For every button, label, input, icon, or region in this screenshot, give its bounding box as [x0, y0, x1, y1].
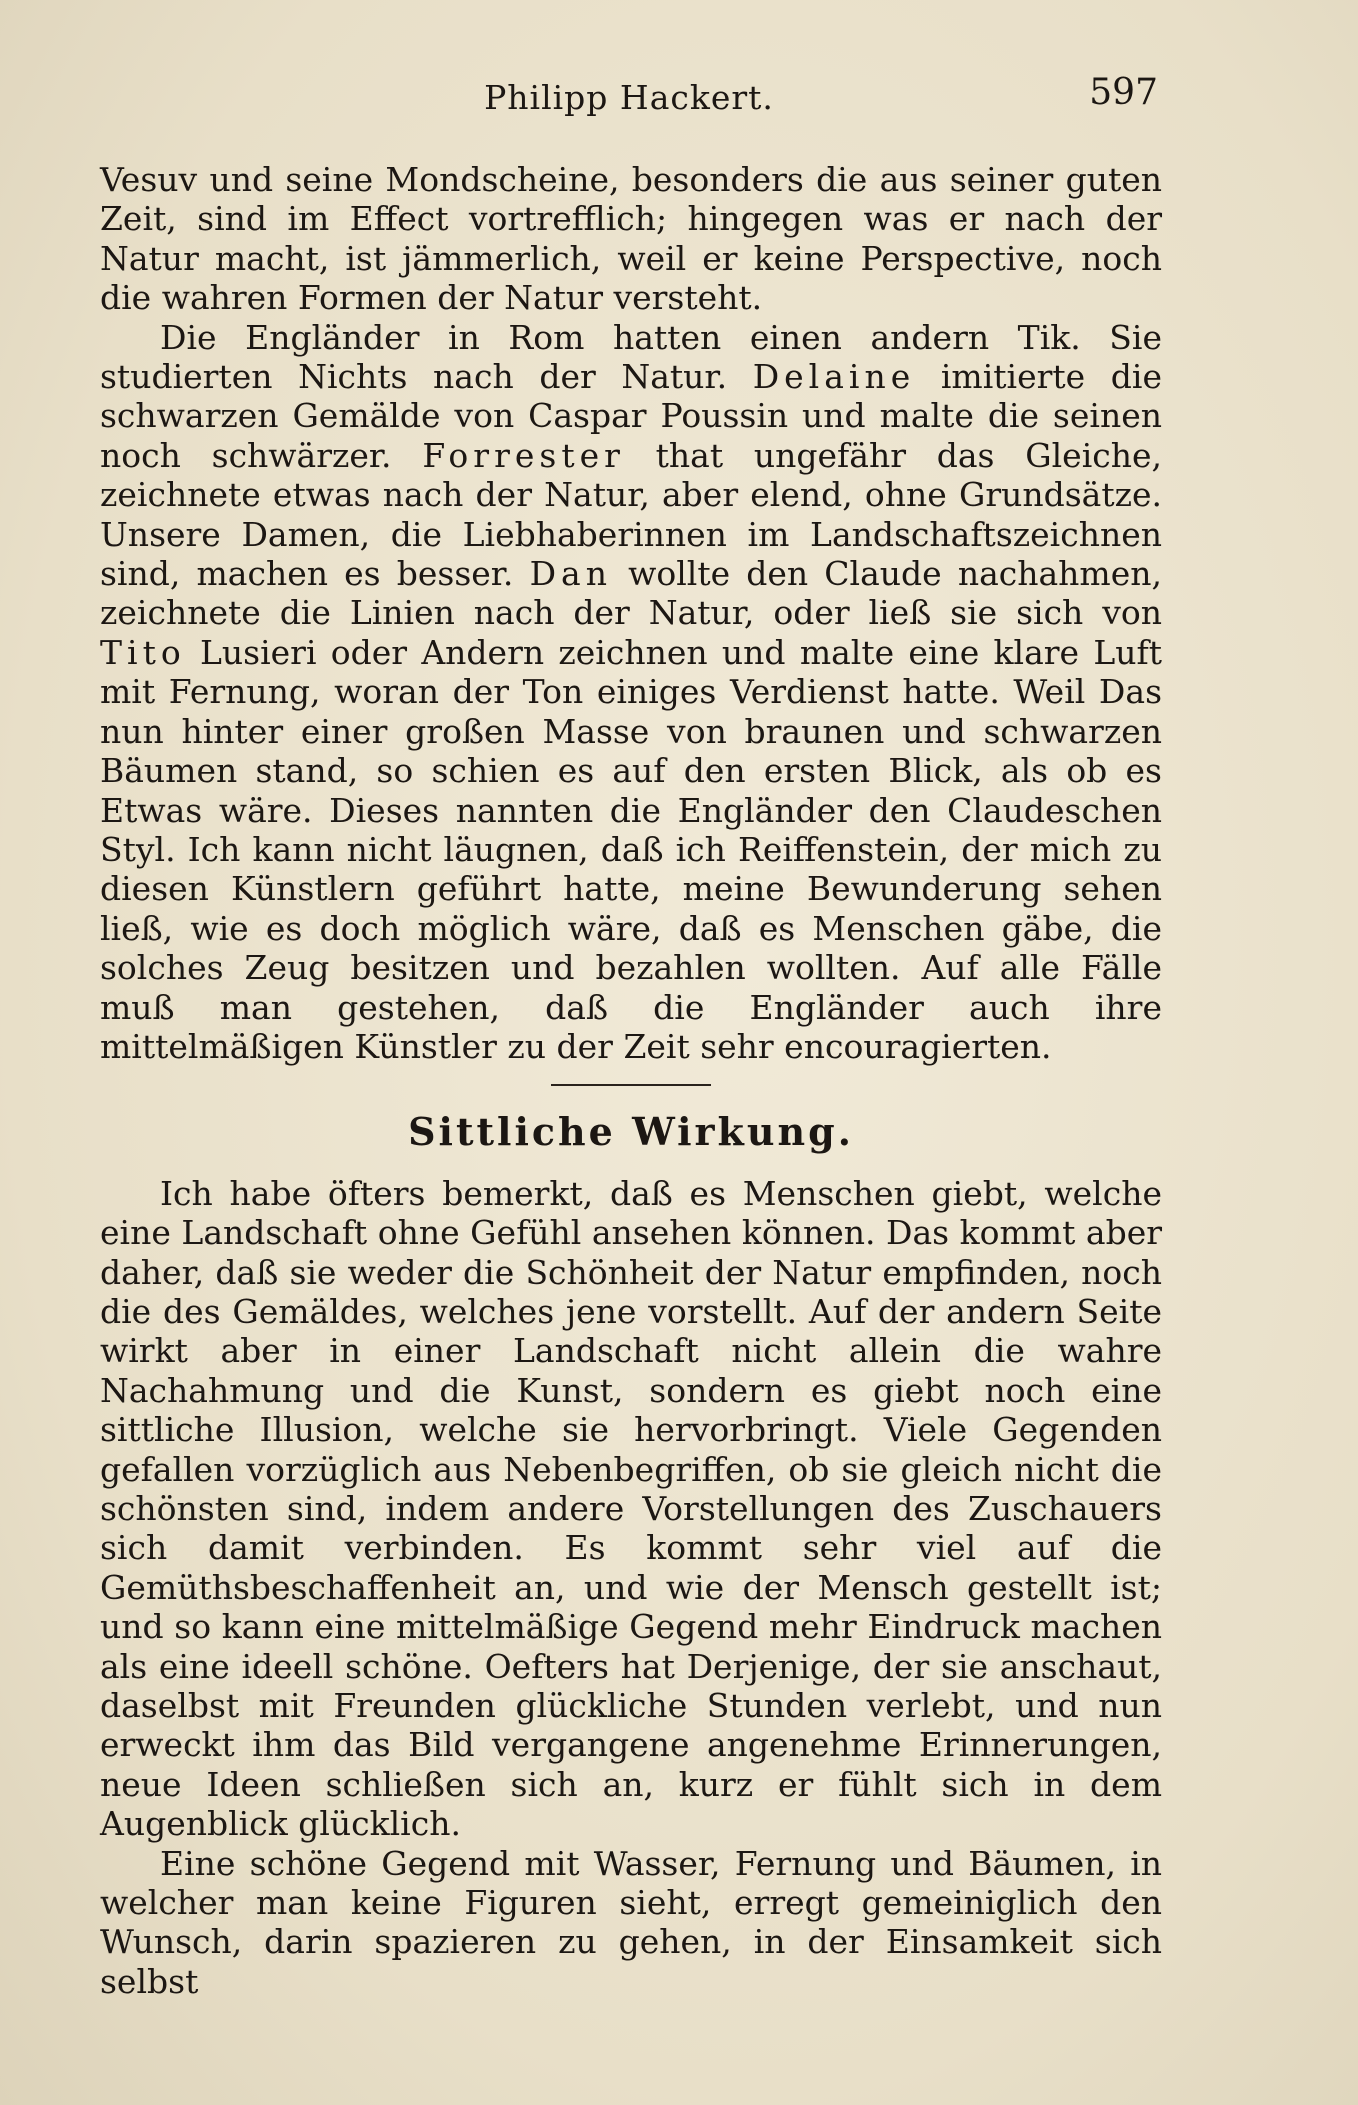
page-number: 597 [1089, 72, 1158, 113]
page-header [100, 72, 1158, 128]
paragraph-2-text-d: wollte den Claude nachahmen, zeichnete die Linien nach der Natur, oder ließ sie sich von [100, 554, 1162, 633]
name-forrester: Forrester [422, 435, 625, 475]
running-head: Philipp Hackert. [484, 78, 774, 117]
paragraph-2-text-b: imitierte die schwarzen Gemälde von Caspar Poussin und malte die seinen noch schwärzer. [100, 357, 1162, 475]
paragraph-2-text-e: Lusieri oder Andern zeichnen und malte eine klare Luft mit Fernung, woran der Ton einiges Verdienst hatte. Weil Das nun hinter einer großen Masse von braunen und schwarzen Bäumen stand, so schien es auf den ersten Blick, als ob es Etwas wäre. Dieses nannten die Engländer den Claudeschen Styl. Ich kann nicht läugnen, daß ich Reiffenstein, der mich zu diesen Künstlern geführt hatte, meine Bewunderung sehen ließ, wie es doch möglich wäre, daß es Menschen gäbe, die solches Zeug besitzen und bezahlen wollten. Auf alle Fälle muß man gestehen, daß die Engländer auch ihre mittelmäßigen Künstler zu der Zeit sehr encouragierten. [100, 632, 1162, 1066]
name-delaine: Delaine [752, 357, 916, 397]
paragraph-3: Ich habe öfters bemerkt, daß es Menschen giebt, welche eine Landschaft ohne Gefühl ansehen können. Das kommt aber daher, daß sie weder die Schönheit der Natur empfinden, noch die des Gemäldes, welches jene vorstellt. Auf der andern Seite wirkt aber in einer Landschaft nicht allein die wahre Nachahmung und die Kunst, sondern es giebt noch eine sittliche Illusion, welche sie hervorbringt. Viele Gegenden gefallen vorzüglich aus Nebenbegriffen, ob sie gleich nicht die schönsten sind, indem andere Vorstellungen des Zuschauers sich damit verbinden. Es kommt sehr viel auf die Gemüthsbeschaffenheit an, und wie der Mensch gestellt ist; und so kann eine mittelmäßige Gegend mehr Eindruck machen als eine ideell schöne. Oefters hat Derjenige, der sie anschaut, daselbst mit Freunden glückliche Stunden verlebt, und nun erweckt ihm das Bild vergangene angenehme Erinnerungen, neue Ideen schließen sich an, kurz er fühlt sich in dem Augenblick glücklich. [100, 1173, 1162, 1844]
paragraph-2 [100, 318, 1162, 1067]
section-divider [551, 1084, 711, 1086]
paragraph-2-text-c: that ungefähr das Gleiche, zeichnete etwas nach der Natur, aber elend, ohne Grundsätze. Unsere Damen, die Liebhaberinnen im Landschaftszeichnen sind, machen es besser. [100, 435, 1162, 594]
body-text [100, 160, 1162, 2001]
paragraph-4: Eine schöne Gegend mit Wasser, Fernung und Bäumen, in welcher man keine Figuren sieht, erregt gemeiniglich den Wunsch, darin spazieren zu gehen, in der Einsamkeit sich selbst [100, 1843, 1162, 2001]
name-tito: Tito [100, 632, 186, 672]
name-dan: Dan [529, 554, 612, 594]
section-title: Sittliche Wirkung. [408, 1109, 854, 1155]
paragraph-2-text-a: Die Engländer in Rom hatten einen andern Tik. Sie studierten Nichts nach der Natur. [100, 317, 1162, 397]
paragraph-1: Vesuv und seine Mondscheine, besonders die aus seiner guten Zeit, sind im Effect vortrefflich; hingegen was er nach der Natur macht, ist jämmerlich, weil er keine Perspective, noch die wahren Formen der Natur versteht. [100, 160, 1162, 318]
